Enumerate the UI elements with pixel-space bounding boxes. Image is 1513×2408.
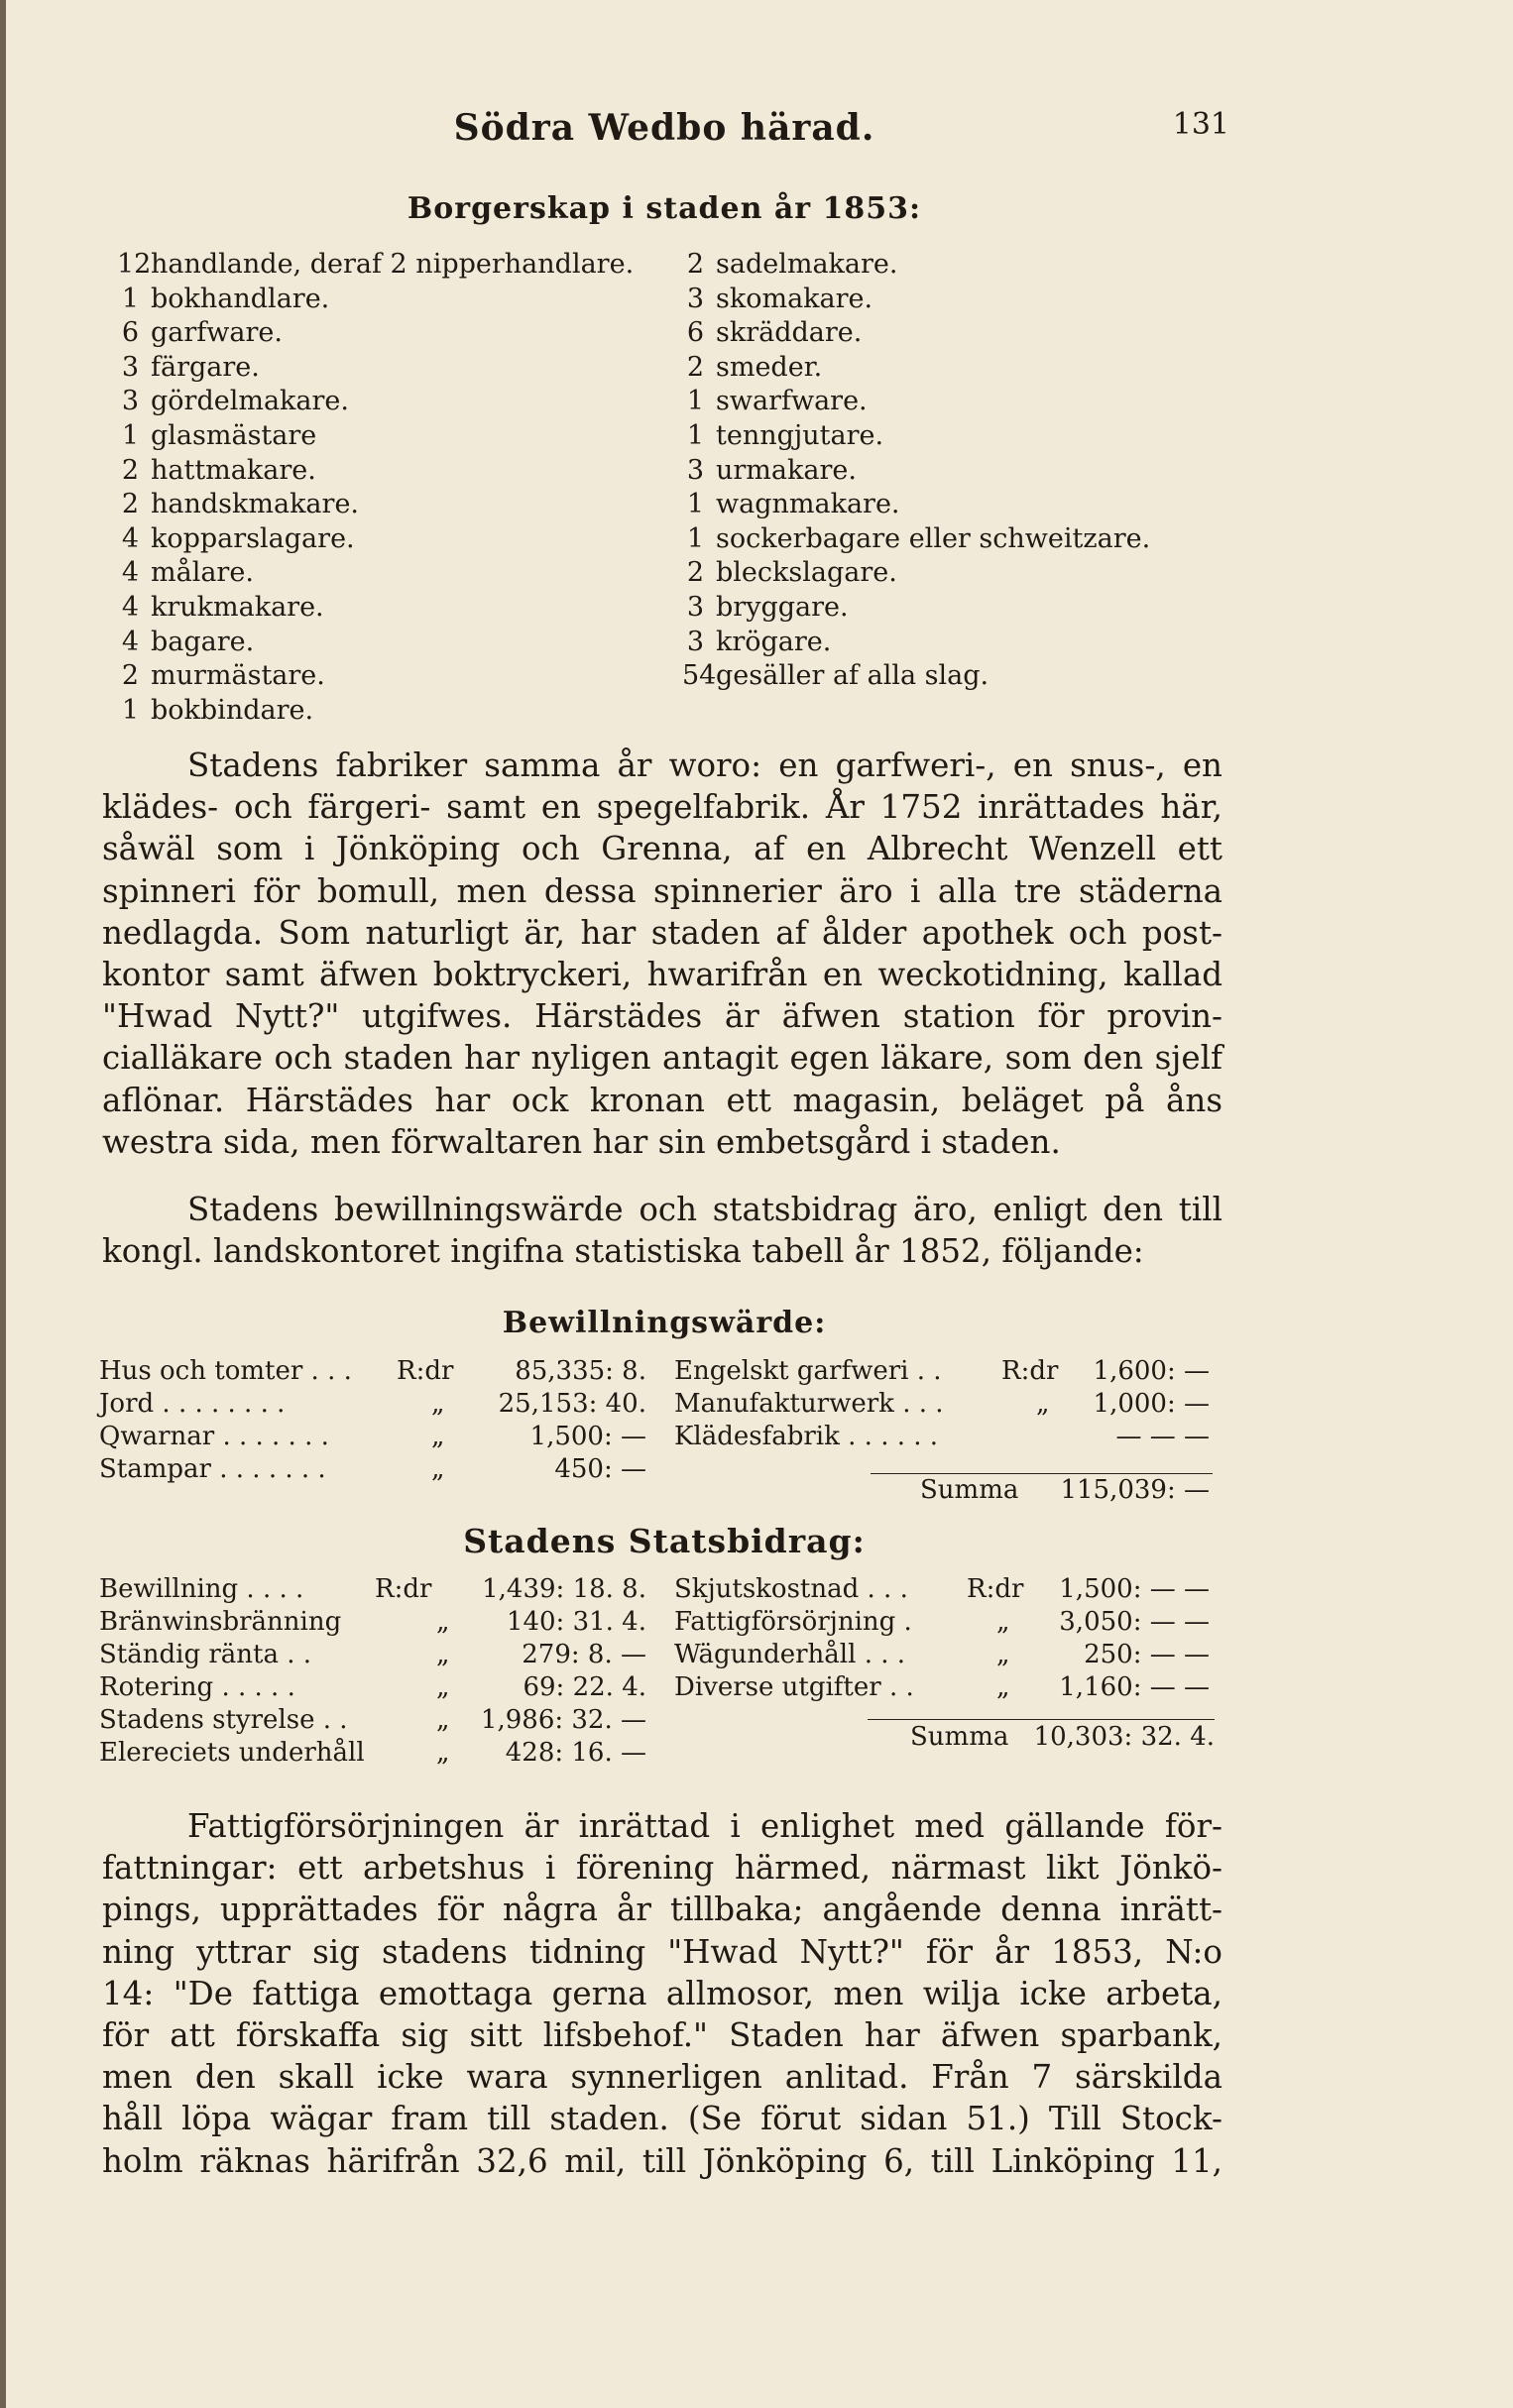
trades-list-left xyxy=(117,248,634,728)
list-item: 54gesäller af alla slag. xyxy=(682,660,989,692)
table-row: Stadens styrelse . . „ 1,986: 32. — xyxy=(99,1705,646,1735)
text-line: ning yttrar sig stadens tidning "Hwad Nytt?" för år 1853, N:o xyxy=(102,1932,1222,1971)
list-item: 1 swarfware. xyxy=(686,386,868,417)
list-item: 2 murmästare. xyxy=(121,660,325,692)
table-row: Stampar . . . . . . . „ 450: — xyxy=(99,1454,646,1484)
running-title: Södra Wedbo härad. xyxy=(453,107,875,149)
text-line: klädes- och färgeri- samt en spegelfabrik. År 1752 inrättades här, xyxy=(102,788,1222,827)
paragraph-poor-relief xyxy=(102,1805,1222,2182)
trades-heading: Borgerskap i staden år 1853: xyxy=(407,191,922,226)
list-item: 1 bokbindare. xyxy=(121,694,314,726)
list-item: 1 wagnmakare. xyxy=(686,489,900,520)
list-item: 2 bleckslagare. xyxy=(686,557,897,589)
table-row: Ständig ränta . . „ 279: 8. — xyxy=(99,1640,646,1669)
table-row: Rotering . . . . . „ 69: 22. 4. xyxy=(99,1672,646,1702)
valuation-table-right xyxy=(674,1356,1210,1454)
list-item: 3 skomakare. xyxy=(686,283,873,314)
table-row: Summa 115,039: — xyxy=(920,1475,1210,1505)
text-line: Stadens fabriker samma år woro: en garfweri-, en snus-, en xyxy=(187,746,1222,784)
trades-list-right xyxy=(682,248,1150,694)
list-item: 4 kopparslagare. xyxy=(121,522,355,554)
state-contributions-heading: Stadens Statsbidrag: xyxy=(463,1522,866,1560)
table-row: Wägunderhåll . . . „ 250: — — xyxy=(674,1640,1210,1669)
list-item: 2 hattmakare. xyxy=(121,454,316,486)
list-item: 4 bagare. xyxy=(121,626,255,657)
valuation-heading: Bewillningswärde: xyxy=(502,1306,827,1340)
text-line: kongl. landskontoret ingifna statistiska tabell år 1852, följande: xyxy=(102,1232,1144,1271)
table-row: Bränwinsbränning „ 140: 31. 4. xyxy=(99,1607,646,1637)
list-item: 1 tenngjutare. xyxy=(686,419,884,451)
text-line: westra sida, men förwaltaren har sin embetsgård i staden. xyxy=(102,1122,1061,1161)
table-row: Jord . . . . . . . . „ 25,153: 40. xyxy=(99,1389,646,1419)
text-line: Stadens bewillningswärde och statsbidrag äro, enligt den till xyxy=(187,1191,1222,1228)
state-total xyxy=(873,1722,1215,1755)
text-line: spinneri för bomull, men dessa spinnerier äro i alla tre städerna xyxy=(102,871,1222,910)
text-line: såwäl som i Jönköping och Grenna, af en Albrecht Wenzell ett xyxy=(102,830,1222,868)
list-item: 3 gördelmakare. xyxy=(121,386,349,417)
list-item: 6 skräddare. xyxy=(686,317,863,349)
sum-rule xyxy=(871,1473,1213,1474)
text-line: kontor samt äfwen boktryckeri, hwarifrån en weckotidning, kallad xyxy=(102,955,1222,993)
list-item: 4 krukmakare. xyxy=(121,591,324,623)
text-line: pings, upprättades för några år tillbaka; angående denna inrätt- xyxy=(102,1891,1222,1929)
list-item: 2 smeder. xyxy=(686,351,823,383)
page-header xyxy=(99,107,1229,157)
list-item: 2 handskmakare. xyxy=(121,489,360,520)
list-item: 1 glasmästare xyxy=(121,419,317,451)
table-row: Manufakturwerk . . . „ 1,000: — xyxy=(674,1389,1210,1419)
list-item: 4 målare. xyxy=(121,557,254,589)
text-line: cialläkare och staden har nyligen antagit egen läkare, som den sjelf xyxy=(102,1039,1222,1078)
text-line: 14: "De fattiga emottaga gerna allmosor, men wilja icke arbeta, xyxy=(102,1974,1222,2012)
text-line: nedlagda. Som naturligt är, har staden af ålder apothek och post- xyxy=(102,913,1222,952)
text-line: håll löpa wägar fram till staden. (Se förut sidan 51.) Till Stock- xyxy=(102,2100,1222,2138)
table-row: Diverse utgifter . . „ 1,160: — — xyxy=(674,1672,1210,1702)
text-line: men den skall icke wara synnerligen anlitad. Från 7 särskilda xyxy=(102,2058,1222,2097)
valuation-total xyxy=(873,1475,1210,1508)
table-row: Bewillning . . . . R:dr 1,439: 18. 8. xyxy=(99,1574,646,1604)
list-item: 3 färgare. xyxy=(121,351,260,383)
text-line: holm räknas härifrån 32,6 mil, till Jönköping 6, till Linköping 11, xyxy=(102,2141,1222,2180)
table-row: Elereciets underhåll „ 428: 16. — xyxy=(99,1738,646,1768)
text-line: Fattigförsörjningen är inrättad i enlighet med gällande för- xyxy=(187,1807,1222,1845)
text-line: för att förskaffa sig sitt lifsbehof." Staden har äfwen sparbank, xyxy=(102,2015,1222,2054)
text-line: "Hwad Nytt?" utgifwes. Härstädes är äfwen station för provin- xyxy=(102,997,1222,1036)
list-item: 3 bryggare. xyxy=(686,591,849,623)
table-row: Engelskt garfweri . . R:dr 1,600: — xyxy=(674,1356,1210,1386)
list-item: 12handlande, deraf 2 nipperhandlare. xyxy=(117,249,635,280)
table-row: Summa 10,303: 32. 4. xyxy=(910,1722,1215,1752)
state-table-right xyxy=(674,1574,1210,1705)
page-edge xyxy=(0,0,6,2408)
table-row: Hus och tomter . . . R:dr 85,335: 8. xyxy=(99,1356,646,1386)
paragraph-factories xyxy=(102,745,1222,1163)
list-item: 2 sadelmakare. xyxy=(686,249,898,280)
list-item: 3 krögare. xyxy=(686,626,832,657)
table-row: Fattigförsörjning . „ 3,050: — — xyxy=(674,1607,1210,1637)
sum-rule xyxy=(868,1719,1215,1720)
table-row: Klädesfabrik . . . . . . — — — xyxy=(674,1422,1210,1451)
list-item: 1 bokhandlare. xyxy=(121,283,330,314)
list-item: 3 urmakare. xyxy=(686,454,857,486)
state-table-left xyxy=(99,1574,654,1771)
paragraph-taxes-intro xyxy=(102,1189,1222,1272)
list-item: 1 sockerbagare eller schweitzare. xyxy=(686,522,1151,554)
page-number: 131 xyxy=(1172,107,1229,142)
table-row: Skjutskostnad . . . R:dr 1,500: — — xyxy=(674,1574,1210,1604)
valuation-table-left xyxy=(99,1356,654,1487)
text-line: aflönar. Härstädes har ock kronan ett magasin, beläget på åns xyxy=(102,1081,1222,1119)
list-item: 6 garfware. xyxy=(121,317,283,349)
table-row: Qwarnar . . . . . . . „ 1,500: — xyxy=(99,1422,646,1451)
text-line: fattningar: ett arbetshus i förening härmed, närmast likt Jönkö- xyxy=(102,1849,1222,1888)
